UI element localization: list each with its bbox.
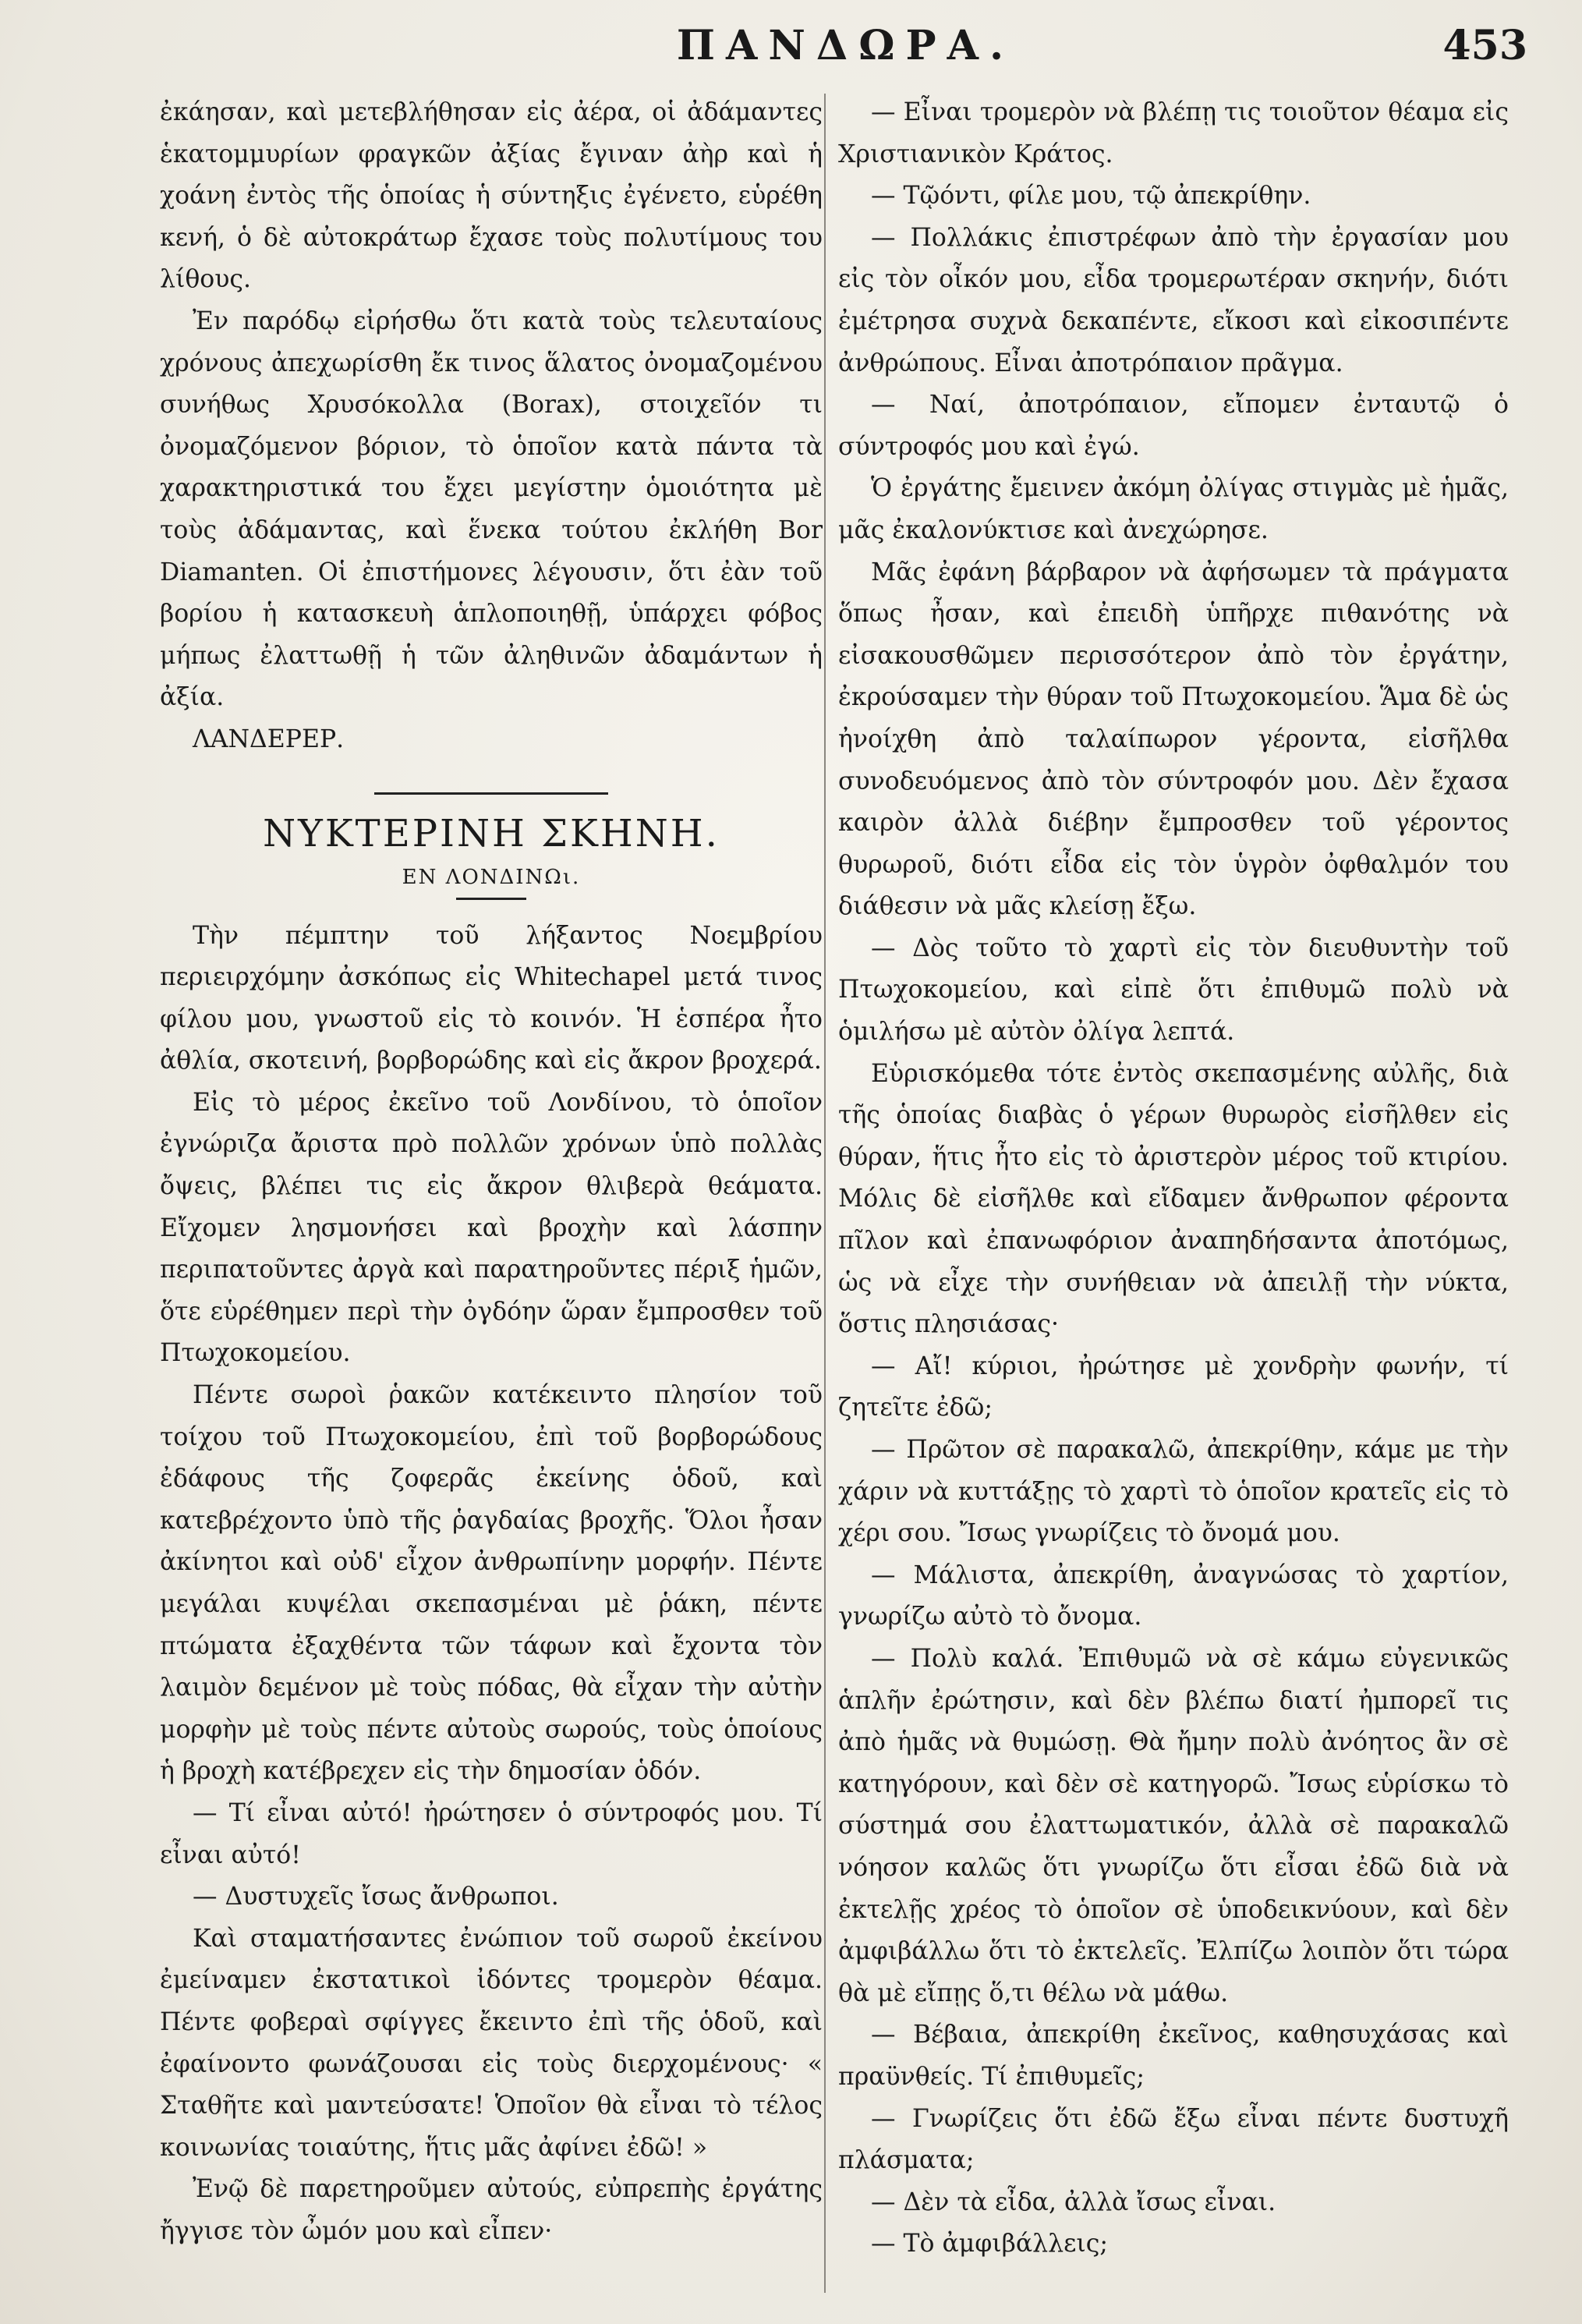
page-number: 453 — [1442, 22, 1527, 69]
section-subtitle: ΕΝ ΛΟΝΔΙΝΩι. — [402, 865, 581, 889]
title-ornament-rule — [456, 898, 526, 900]
article-paragraph: — Εἶναι τρομερὸν νὰ βλέπῃ τις τοιοῦτον θέαμα εἰς Χριστιανικὸν Κράτος. — [838, 98, 1509, 168]
article-paragraph: Μᾶς ἐφάνη βάρβαρον νὰ ἀφήσωμεν τὰ πράγματα ὅπως ἦσαν, καὶ ἐπειδὴ ὑπῆρχε πιθανότης νὰ εἰσακουσθῶμεν περισσότερον ἀπὸ τὸν ἐργάτην, ἐκρούσαμεν τὴν θύραν τοῦ Πτωχοκομείου. Ἅμα δὲ ὡς ἠνοίχθη ἀπὸ ταλαίπωρον γέροντα, εἰσῆλθα συνοδευόμενος ἀπὸ τὸν σύντροφόν μου. Δὲν ἔχασα καιρὸν ἀλλὰ διέβην ἔμπροσθεν τοῦ γέροντος θυρωροῦ, διότι εἶδα εἰς τὸν ὑγρὸν ὀφθαλμόν του διάθεσιν νὰ μᾶς κλείσῃ ἔξω. — [838, 558, 1509, 921]
article-paragraph: — Πολλάκις ἐπιστρέφων ἀπὸ τὴν ἐργασίαν μου εἰς τὸν οἶκόν μου, εἶδα τρομερωτέραν σκηνήν, διότι ἐμέτρησα συχνὰ δεκαπέντε, εἴκοσι καὶ εἰκοσιπέντε ἀνθρώπους. Εἶναι ἀποτρόπαιον πρᾶγμα. — [838, 223, 1509, 377]
article-paragraph: — Δὸς τοῦτο τὸ χαρτὶ εἰς τὸν διευθυντὴν τοῦ Πτωχοκομείου, καὶ εἰπὲ ὅτι ἐπιθυμῶ πολὺ νὰ ὁμιλήσω μὲ αὐτὸν ὀλίγα λεπτά. — [838, 933, 1509, 1047]
article-paragraph: Ἐνῷ δὲ παρετηροῦμεν αὐτούς, εὐπρεπὴς ἐργάτης ἤγγισε τὸν ὦμόν μου καὶ εἶπεν· — [160, 2175, 823, 2245]
article-paragraph: Τὴν πέμπτην τοῦ λήξαντος Νοεμβρίου περιειρχόμην ἀσκόπως εἰς Whitechapel μετά τινος φίλου μου, γνωστοῦ εἰς τὸ κοινόν. Ἡ ἑσπέρα ἦτο ἀθλία, σκοτεινή, βορβορώδης καὶ εἰς ἄκρον βροχερά. — [160, 921, 823, 1075]
article-paragraph: — Πολὺ καλά. Ἐπιθυμῶ νὰ σὲ κάμω εὐγενικῶς ἁπλῆν ἐρώτησιν, καὶ δὲν βλέπω διατί ἠμπορεῖ τις ἀπὸ ἡμᾶς νὰ θυμώσῃ. Θὰ ἤμην πολὺ ἀνόητος ἂν σὲ κατηγόρουν, καὶ δὲν σὲ κατηγορῶ. Ἴσως εὑρίσκω τὸ σύστημά σου ἐλαττωματικόν, ἀλλὰ σὲ παρακαλῶ νόησον καλῶς ὅτι γνωρίζω ὅτι εἶσαι ἐδῶ διὰ νὰ ἐκτελῇς χρέος τὸ ὁποῖον σὲ ὑποδεικνύουν, καὶ δὲν ἀμφιβάλλω ὅτι τὸ ἐκτελεῖς. Ἐλπίζω λοιπὸν ὅτι τώρα θὰ μὲ εἴπῃς ὅ,τι θέλω νὰ μάθω. — [838, 1644, 1509, 2007]
section-divider — [374, 792, 608, 795]
running-title: ΠΑΝΔΩΡΑ. — [676, 22, 1015, 69]
article-paragraph: — Αἴ! κύριοι, ἠρώτησε μὲ χονδρὴν φωνήν, τί ζητεῖτε ἐδῶ; — [838, 1352, 1509, 1422]
article-paragraph: — Τί εἶναι αὐτό! ἠρώτησεν ὁ σύντροφός μου. Τί εἶναι αὐτό! — [160, 1798, 823, 1869]
article-paragraph: Εὑρισκόμεθα τότε ἐντὸς σκεπασμένης αὐλῆς, διὰ τῆς ὁποίας διαβὰς ὁ γέρων θυρωρὸς εἰσῆλθεν εἰς θύραν, ἥτις ἦτο εἰς τὸ ἀριστερὸν μέρος τοῦ κτιρίου. Μόλις δὲ εἰσῆλθε καὶ εἴδαμεν ἄνθρωπον φέροντα πῖλον καὶ ἐπανωφόριον ἀναπηδήσαντα ἀποτόμως, ὡς νὰ εἶχε τὴν συνήθειαν νὰ ἀπειλῇ τὴν νύκτα, ὅστις πλησιάσας· — [838, 1059, 1509, 1339]
article-paragraph: ἐκάησαν, καὶ μετεβλήθησαν εἰς ἀέρα, οἱ ἀδάμαντες ἑκατομμυρίων φραγκῶν ἀξίας ἔγιναν ἀὴρ καὶ ἡ χοάνη ἐντὸς τῆς ὁποίας ἡ σύντηξις ἐγένετο, εὑρέθη κενή, ὁ δὲ αὐτοκράτωρ ἔχασε τοὺς πολυτίμους του λίθους. — [160, 98, 823, 294]
article-paragraph: — Μάλιστα, ἀπεκρίθη, ἀναγνώσας τὸ χαρτίον, γνωρίζω αὐτὸ τὸ ὄνομα. — [838, 1561, 1509, 1631]
page-header — [156, 22, 1535, 76]
column-divider — [824, 94, 826, 2293]
article-paragraph: — Τῷόντι, φίλε μου, τῷ ἀπεκρίθην. — [871, 182, 1311, 211]
right-column — [838, 92, 1509, 2266]
article-paragraph: — Γνωρίζεις ὅτι ἐδῶ ἔξω εἶναι πέντε δυστυχῆ πλάσματα; — [838, 2104, 1509, 2175]
article-paragraph: Ὁ ἐργάτης ἔμεινεν ἀκόμη ὀλίγας στιγμὰς μὲ ἡμᾶς, μᾶς ἐκαλονύκτισε καὶ ἀνεχώρησε. — [838, 474, 1509, 544]
article-paragraph: Ἐν παρόδῳ εἰρήσθω ὅτι κατὰ τοὺς τελευταίους χρόνους ἀπεχωρίσθη ἔκ τινος ἅλατος ὀνομαζομένου συνήθως Χρυσόκολλα (Borax), στοιχεῖόν τι ὀνομαζόμενον βόριον, τὸ ὁποῖον κατὰ πάντα τὰ χαρακτηριστικά του ἔχει μεγίστην ὁμοιότητα μὲ τοὺς ἀδάμαντας, καὶ ἕνεκα τούτου ἐκλήθη Bor Diamanten. Οἱ ἐπιστήμονες λέγουσιν, ὅτι ἐὰν τοῦ βορίου ἡ κατασκευὴ ἁπλοποιηθῇ, ὑπάρχει φόβος μήπως ἐλαττωθῇ ἡ τῶν ἀληθινῶν ἀδαμάντων ἡ ἀξία. — [160, 306, 823, 712]
article-paragraph: Πέντε σωροὶ ῥακῶν κατέκειντο πλησίον τοῦ τοίχου τοῦ Πτωχοκομείου, ἐπὶ τοῦ βορβορώδους ἐδάφους τῆς ζοφερᾶς ἐκείνης ὁδοῦ, καὶ κατεβρέχοντο ὑπὸ τῆς ῥαγδαίας βροχῆς. Ὅλοι ἦσαν ἀκίνητοι καὶ οὐδ' εἶχον ἀνθρωπίνην μορφήν. Πέντε μεγάλαι κυψέλαι σκεπασμέναι μὲ ῥάκη, πέντε πτώματα ἐξαχθέντα τῶν τάφων καὶ ἔχοντα τὸν λαιμὸν δεμένον μὲ τοὺς πόδας, θὰ εἶχαν τὴν αὐτὴν μορφὴν μὲ τοὺς πέντε αὐτοὺς σωρούς, τοὺς ὁποίους ἡ βροχὴ κατέβρεχεν εἰς τὴν δημοσίαν ὁδόν. — [160, 1381, 823, 1786]
article-paragraph: — Πρῶτον σὲ παρακαλῶ, ἀπεκρίθην, κάμε με τὴν χάριν νὰ κυττάξῃς τὸ χαρτὶ τὸ ὁποῖον κρατεῖς εἰς τὸ χέρι σου. Ἴσως γνωρίζεις τὸ ὄνομά μου. — [838, 1436, 1509, 1548]
article-paragraph: — Τὸ ἀμφιβάλλεις; — [871, 2230, 1108, 2258]
article-paragraph: — Ναί, ἀποτρόπαιον, εἴπομεν ἐνταυτῷ ὁ σύντροφός μου καὶ ἐγώ. — [838, 391, 1509, 461]
article-paragraph: Καὶ σταματήσαντες ἐνώπιον τοῦ σωροῦ ἐκείνου ἐμείναμεν ἐκστατικοὶ ἰδόντες τρομερὸν θέαμα. Πέντε φοβεραὶ σφίγγες ἔκειντο ἐπὶ τῆς ὁδοῦ, καὶ ἐφαίνοντο φωνάζουσαι εἰς τοὺς διερχομένους· « Σταθῆτε καὶ μαντεύσατε! Ὁποῖον θὰ εἶναι τὸ τέλος κοινωνίας τοιαύτης, ἥτις μᾶς ἀφίνει ἐδῶ! » — [160, 1924, 823, 2162]
section-title: ΝΥΚΤΕΡΙΝΗ ΣΚΗΝΗ. — [263, 811, 720, 856]
article-paragraph: Εἰς τὸ μέρος ἐκεῖνο τοῦ Λονδίνου, τὸ ὁποῖον ἐγνώριζα ἄριστα πρὸ πολλῶν χρόνων ὑπὸ πολλὰς ὄψεις, βλέπει τις εἰς ἄκρον θλιβερὰ θεάματα. Εἴχομεν λησμονήσει καὶ βροχὴν καὶ λάσπην περιπατοῦντες ἀργὰ καὶ παρατηροῦντες πέριξ ἡμῶν, ὅτε εὑρέθημεν περὶ τὴν ὀγδόην ὥραν ἔμπροσθεν τοῦ Πτωχοκομείου. — [160, 1088, 823, 1368]
article-paragraph: — Δυστυχεῖς ἴσως ἄνθρωποι. — [193, 1883, 559, 1911]
article-signature: ΛΑΝΔΕΡΕΡ. — [193, 724, 345, 753]
article-paragraph: — Βέβαια, ἀπεκρίθη ἐκεῖνος, καθησυχάσας καὶ πραϋνθείς. Τί ἐπιθυμεῖς; — [838, 2021, 1509, 2091]
article-paragraph: — Δὲν τὰ εἶδα, ἀλλὰ ἴσως εἶναι. — [871, 2188, 1276, 2216]
left-column — [160, 92, 823, 2253]
